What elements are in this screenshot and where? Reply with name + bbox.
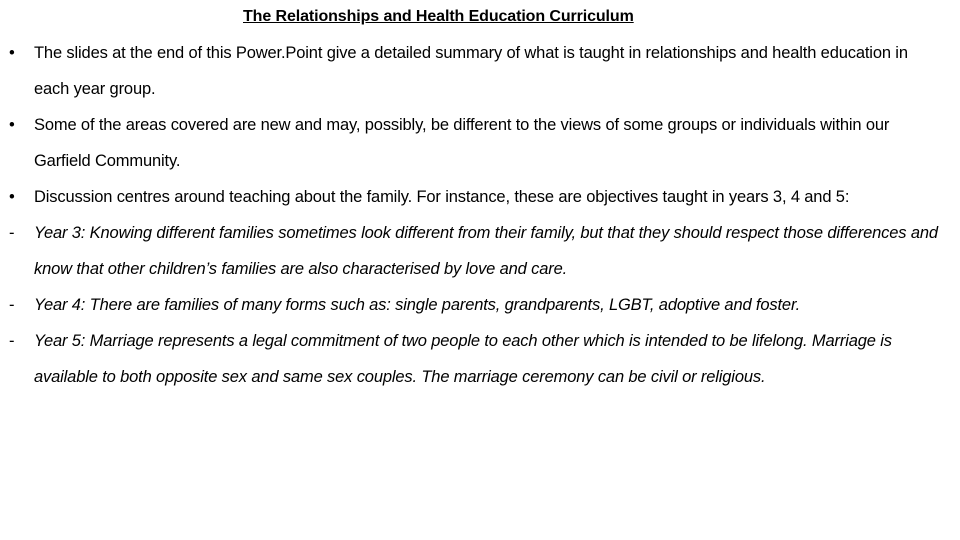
bullet-text: Some of the areas covered are new and may, possibly, be different to the views of some groups or individuals within our Garfield Community.	[34, 116, 890, 170]
year-4-objective-text: Year 4: There are families of many forms such as: single parents, grandparents, LGBT, adoptive and foster.	[34, 296, 801, 314]
bullet-text: Discussion centres around teaching about the family. For instance, these are objectives taught in years 3, 4 and 5:	[34, 188, 850, 206]
bullet-list	[0, 35, 960, 395]
year-objective-item	[0, 215, 960, 287]
bullet-item	[0, 35, 960, 107]
bullet-text: The slides at the end of this Power.Point give a detailed summary of what is taught in relationships and health education in each year group.	[34, 44, 908, 98]
bullet-item	[0, 179, 960, 215]
year-3-objective-text: Year 3: Knowing different families sometimes look different from their family, but that they should respect those differences and know that other children’s families are also characterised by love and care.	[34, 224, 938, 278]
year-objective-item	[0, 323, 960, 395]
bullet-marker: •	[9, 44, 15, 62]
bullet-marker: •	[9, 116, 15, 134]
year-5-objective-text: Year 5: Marriage represents a legal commitment of two people to each other which is intended to be lifelong. Marriage is available to both opposite sex and same sex couples. The marriage ceremony can be civil or religious.	[34, 332, 892, 386]
dash-marker: -	[9, 332, 15, 350]
dash-marker: -	[9, 224, 15, 242]
bullet-item	[0, 107, 960, 179]
bullet-marker: •	[9, 188, 15, 206]
year-objective-item	[0, 287, 960, 323]
slide-title: The Relationships and Health Education Curriculum	[243, 8, 634, 25]
dash-marker: -	[9, 296, 15, 314]
